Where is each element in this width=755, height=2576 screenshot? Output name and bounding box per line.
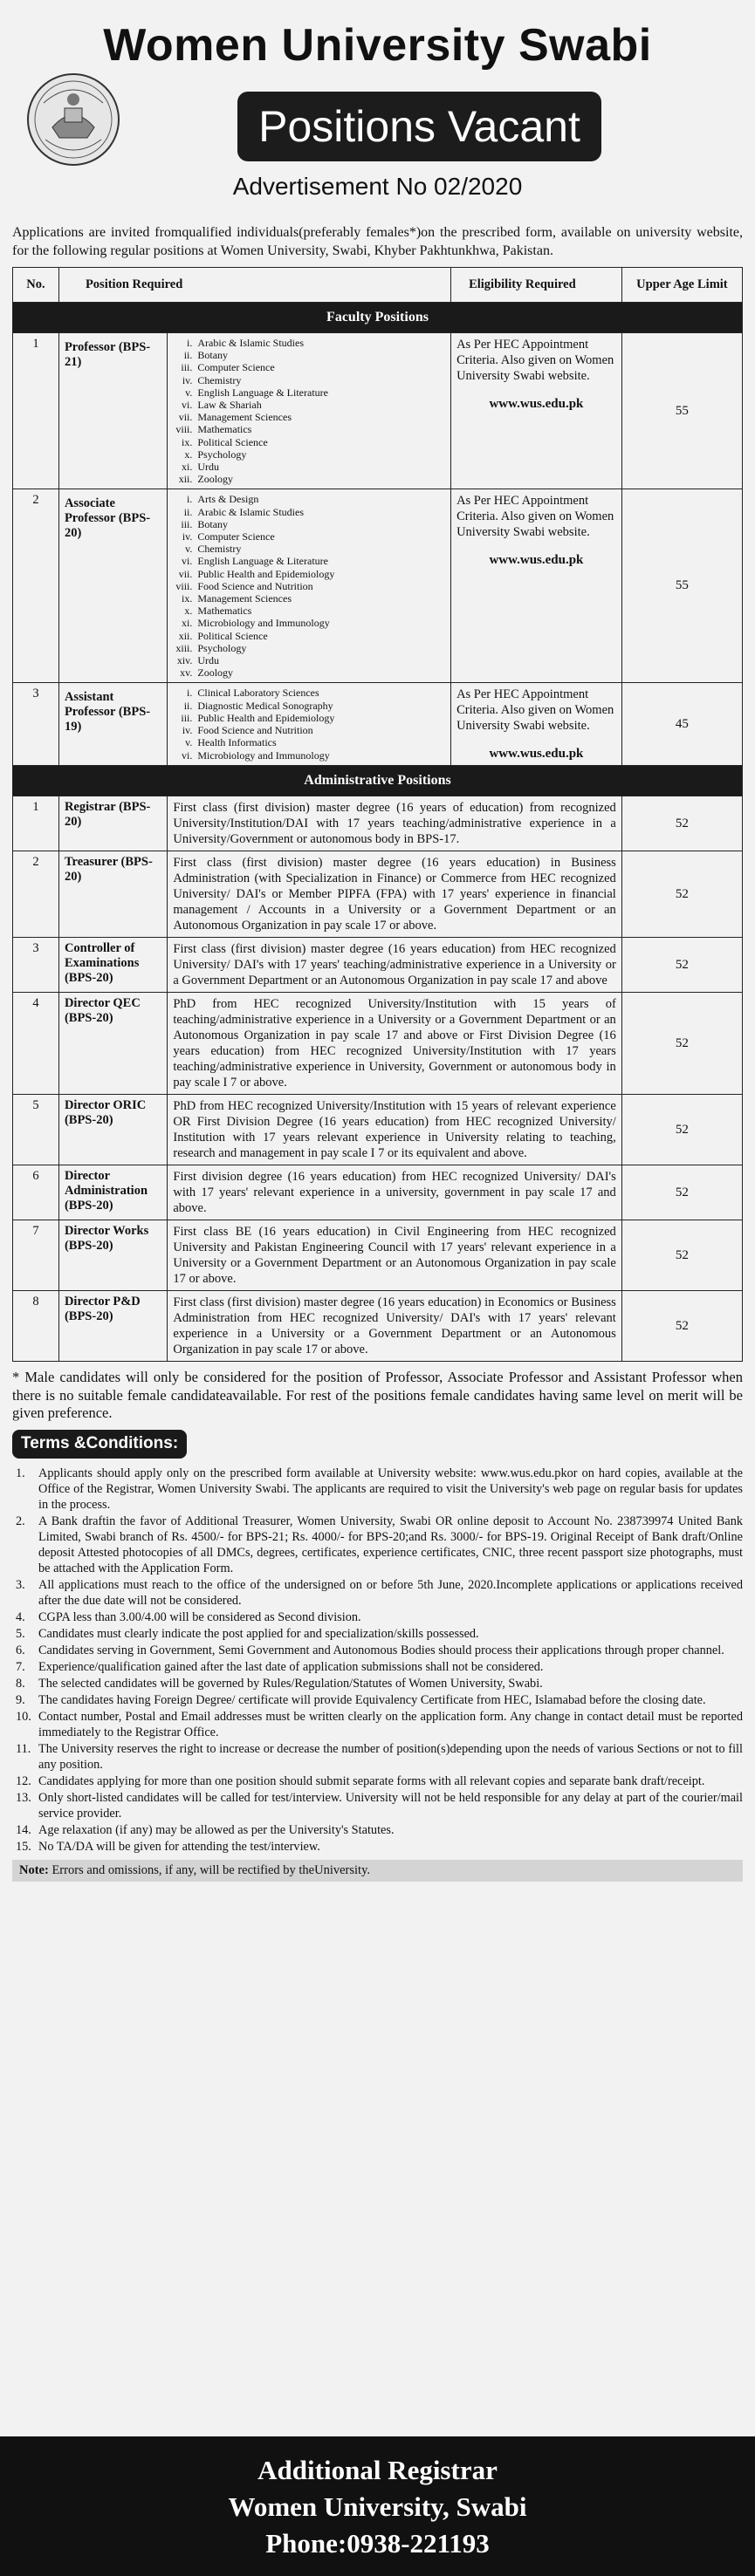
age-limit: 52 [621,1165,742,1220]
subject-name: Computer Science [197,361,275,374]
row-number: 5 [13,1095,59,1165]
subject-numeral: ii. [183,349,193,362]
age-limit: 52 [621,1095,742,1165]
subject-name: Arabic & Islamic Studies [197,337,305,349]
subject-numeral: vii. [178,411,193,424]
subject-name: Arts & Design [197,493,259,506]
note-text: Errors and omissions, if any, will be rectified by theUniversity. [51,1862,371,1877]
header-age: Upper Age Limit [621,268,742,303]
admin-row [13,938,743,993]
hec-criteria: As Per HEC Appointment Criteria. Also given on Women University Swabi website. [456,338,614,383]
subject-numeral: vi. [182,399,193,412]
term-text: Candidates applying for more than one position should submit separate forms with all relevant copies and separate bank draft/receipt. [38,1773,705,1788]
eligibility-text: PhD from HEC recognized University/Institution with 15 years of teaching/administrative experience in a University or a Government Department or an Autonomous Organization in pay scale 17 and above or First Division Degree (16 years education) from HEC recognized University/Institution with 17 years teaching/administrative experience in University, Government or autonomous body in pay scale I 7 or above. [168,993,621,1095]
footer-designation: Additional Registrar [257,2455,498,2485]
subject-item [173,361,445,373]
subject-item [173,736,445,748]
subject-item [173,605,445,617]
eligibility-text: First class (first division) master degree (16 years education) in Economics or Business Administration from HEC recognized University/ DAI's with 17 years' relevant experience in a University or a Government Department or an Autonomous Organization in pay scale 17 or above. [168,1291,621,1362]
subject-numeral: iv. [182,724,193,737]
row-number: 1 [13,333,59,489]
male-candidates-note: * Male candidates will only be considered for the position of Professor, Associate Professor and Assistant Professor when there is no suitable female candidateavailable. For rest of the positions female candidates having same level on merit will be given preference. [12,1369,743,1422]
term-item [12,1577,743,1609]
subject-item [173,506,445,518]
subject-item [173,349,445,361]
term-number: 1. [16,1466,25,1480]
term-number: 10. [16,1709,31,1724]
terms-heading: Terms &Conditions: [12,1430,187,1459]
subject-numeral: viii. [175,423,193,436]
position-title: Controller of Examinations (BPS-20) [58,938,167,993]
admin-heading: Administrative Positions [13,766,743,796]
term-number: 7. [16,1659,25,1674]
subject-name: Urdu [197,461,220,474]
subject-item [173,374,445,386]
term-item [12,1643,743,1658]
subject-numeral: iii. [181,517,193,530]
subject-item [173,436,445,448]
term-item [12,1609,743,1625]
university-title: Women University Swabi [103,20,652,71]
term-number: 9. [16,1692,25,1707]
age-limit: 52 [621,1291,742,1362]
subject-name: Political Science [197,435,268,448]
subject-name: Law & Shariah [197,399,262,412]
subject-numeral: ix. [182,435,193,448]
term-item [12,1773,743,1789]
admin-row [13,796,743,851]
age-limit: 52 [621,1220,742,1291]
term-number: 14. [16,1822,31,1837]
subject-numeral: xi. [182,617,193,630]
subject-item [173,411,445,423]
subjects-cell [168,683,451,766]
term-number: 11. [16,1741,31,1756]
subject-name: Public Health and Epidemiology [197,711,335,724]
subject-item [173,580,445,592]
subject-name: Arabic & Islamic Studies [197,505,305,518]
subject-item [173,617,445,629]
subject-item [173,493,445,505]
term-text: Age relaxation (if any) may be allowed as per the University's Statutes. [38,1822,395,1837]
eligibility-cell [451,333,622,489]
age-limit: 52 [621,851,742,938]
subject-name: Political Science [197,629,268,642]
term-number: 13. [16,1790,31,1805]
subject-name: Botany [197,349,229,362]
subject-name: Botany [197,517,229,530]
positions-table [12,267,743,1362]
subject-name: Psychology [197,641,247,654]
subject-item [173,399,445,411]
term-item [12,1741,743,1773]
subject-numeral: x. [184,448,193,461]
subject-item [173,473,445,485]
row-number: 3 [13,683,59,766]
admin-row [13,1165,743,1220]
term-item [12,1626,743,1642]
term-text: Only short-listed candidates will be called for test/interview. University will not be held responsible for any delay at part of the courier/mail service provider. [38,1790,743,1821]
subject-numeral: iii. [181,711,193,724]
faculty-section-row [13,303,743,333]
admin-row [13,1220,743,1291]
subject-name: Zoology [197,473,234,486]
term-item [12,1692,743,1708]
admin-row [13,851,743,938]
subject-name: Food Science and Nutrition [197,579,313,592]
row-number: 1 [13,796,59,851]
term-number: 12. [16,1773,31,1788]
subject-item [173,712,445,724]
faculty-heading: Faculty Positions [13,303,743,333]
subject-numeral: xiii. [175,641,193,654]
university-logo [26,68,120,171]
terms-list [12,1466,743,1855]
header-no: No. [13,268,59,303]
subject-name: Food Science and Nutrition [197,724,313,737]
eligibility-cell [451,489,622,683]
subject-item [173,666,445,679]
subject-name: Microbiology and Immunology [197,748,330,762]
header-position: Position Required [58,268,450,303]
subject-item [173,386,445,399]
term-item [12,1676,743,1691]
positions-vacant-banner: Positions Vacant [237,92,601,161]
footer-contact [0,2436,755,2576]
faculty-row [13,683,743,766]
intro-paragraph: Applications are invited fromqualified individuals(preferably females*)on the prescribed form, available on university website, for the following regular positions at Women University, Swabi, Khyber Pakhtunkhwa, Pakistan. [12,225,743,258]
subject-name: Diagnostic Medical Sonography [197,699,333,712]
subject-numeral: ix. [182,592,193,605]
subject-item [173,630,445,642]
subject-name: Management Sciences [197,592,292,605]
subject-item [173,700,445,712]
faculty-row [13,333,743,489]
subject-name: Zoology [197,666,234,680]
eligibility-text: First class (first division) master degree (16 years education) from HEC recognized University/ DAI's with 17 years' teaching/administrative experience in a University or a Government Department or an Autonomous Organization in pay scale 17 and above [168,938,621,993]
website-link: www.wus.edu.pk [489,553,584,568]
eligibility-text: First division degree (16 years education) from HEC recognized University/ DAI's with 17 years' relevant experience in a university, government in pay scale 17 and above. [168,1165,621,1220]
age-limit: 52 [621,938,742,993]
term-item [12,1659,743,1675]
subject-name: Chemistry [197,373,242,386]
term-text: CGPA less than 3.00/4.00 will be considered as Second division. [38,1609,361,1624]
subject-item [173,423,445,435]
subject-numeral: vii. [178,567,193,580]
term-number: 15. [16,1839,31,1854]
note-label: Note: [19,1862,49,1877]
subject-numeral: v. [185,386,193,399]
term-text: The selected candidates will be governed by Rules/Regulation/Statutes of Women University, Swabi. [38,1676,543,1691]
subjects-cell [168,489,451,683]
row-number: 6 [13,1165,59,1220]
term-item [12,1822,743,1838]
term-number: 5. [16,1626,25,1641]
position-title: Registrar (BPS-20) [58,796,167,851]
term-item [12,1839,743,1855]
errors-note [12,1860,743,1882]
subject-name: Psychology [197,448,247,461]
position-title: Assistant Professor (BPS-19) [58,683,167,766]
faculty-row [13,489,743,683]
hec-criteria: As Per HEC Appointment Criteria. Also given on Women University Swabi website. [456,687,614,734]
subjects-cell [168,333,451,489]
website-link: www.wus.edu.pk [489,397,584,411]
subject-numeral: ii. [183,505,193,518]
hec-criteria: As Per HEC Appointment Criteria. Also given on Women University Swabi website. [456,494,614,540]
table-header-row [13,268,743,303]
subject-item [173,592,445,605]
row-number: 2 [13,851,59,938]
term-text: Applicants should apply only on the prescribed form available at University website: www.wus.edu.pkor on hard copies, available at the Office of the Registrar, Women University Swabi. The applicants are required to visit the University's web page on regular basis for updates in the process. [38,1466,743,1512]
eligibility-cell [451,683,622,766]
subject-list [173,493,445,679]
subject-item [173,530,445,543]
term-item [12,1513,743,1576]
subject-name: Clinical Laboratory Sciences [197,687,319,700]
subject-name: Urdu [197,654,220,667]
subject-numeral: iv. [182,530,193,543]
admin-row [13,993,743,1095]
subject-numeral: xiv. [176,654,193,667]
footer-phone: Phone:0938-221193 [265,2528,490,2559]
subject-numeral: i. [187,687,193,700]
footer-institution: Women University, Swabi [228,2491,527,2522]
website-link: www.wus.edu.pk [489,747,584,762]
subject-name: Health Informatics [197,736,277,749]
subject-item [173,543,445,555]
subject-name: Mathematics [197,605,252,618]
subject-item [173,642,445,654]
subject-numeral: xii. [178,629,193,642]
position-title: Treasurer (BPS-20) [58,851,167,938]
term-text: Candidates serving in Government, Semi Government and Autonomous Bodies should process their applications through proper channel. [38,1643,724,1657]
subject-name: Microbiology and Immunology [197,617,330,630]
subject-numeral: xv. [180,666,193,680]
term-item [12,1790,743,1821]
subject-numeral: x. [184,605,193,618]
age-limit: 55 [621,333,742,489]
subject-numeral: iv. [182,373,193,386]
subject-item [173,724,445,736]
term-text: The candidates having Foreign Degree/ certificate will provide Equivalency Certificate from HEC, Islamabad before the closing date. [38,1692,706,1707]
subject-item [173,555,445,567]
eligibility-text: First class (first division) master degree (16 years education) in Business Administration (with Specialization in Finance) or Commerce from HEC recognized University/ DAI's or Member PIPFA (FPA) with 17 years' experience in financial management / Accounts in a University or a Government Department or an Autonomous Organization in pay scale 17 or above. [168,851,621,938]
subject-numeral: v. [185,736,193,749]
term-item [12,1709,743,1740]
subject-item [173,687,445,699]
row-number: 2 [13,489,59,683]
subject-item [173,461,445,473]
subject-numeral: vi. [182,748,193,762]
term-number: 4. [16,1609,25,1624]
subject-numeral: v. [185,543,193,556]
subject-numeral: xii. [178,473,193,486]
subject-item [173,568,445,580]
term-text: Contact number, Postal and Email addresses must be written clearly on the application form. Any change in contact detail must be reported immediately to the Registrar Office. [38,1709,743,1739]
row-number: 7 [13,1220,59,1291]
position-title: Professor (BPS-21) [58,333,167,489]
subject-numeral: iii. [181,361,193,374]
position-title: Director Works (BPS-20) [58,1220,167,1291]
subject-item [173,518,445,530]
eligibility-text: First class BE (16 years education) in Civil Engineering from HEC recognized University and Pakistan Engineering Council with 17 years' relevant experience in a University or a Government Department or an Autonomous Organization in pay scale 17 or above. [168,1220,621,1291]
position-title: Director P&D (BPS-20) [58,1291,167,1362]
age-limit: 52 [621,796,742,851]
eligibility-text: First class (first division) master degree (16 years of education) from recognized University/Institution/DAI with 17 years teaching/administrative experience in a University/Government or autonomous body in BPS-17. [168,796,621,851]
subject-numeral: vi. [182,555,193,568]
subject-item [173,448,445,461]
subject-item [173,337,445,349]
admin-row [13,1095,743,1165]
subject-list [173,687,445,761]
header-eligibility: Eligibility Required [451,268,622,303]
subject-numeral: viii. [175,579,193,592]
row-number: 4 [13,993,59,1095]
age-limit: 45 [621,683,742,766]
term-text: A Bank draftin the favor of Additional Treasurer, Women University, Swabi OR online deposit to Account No. 238739974 United Bank Limited, Swabi branch of Rs. 4500/- for BPS-21; Rs. 4000/- for BPS-20;and Rs. 3000/- for BPS-19. Original Receipt of Bank draft/Online deposit Attested photocopies of all DMCs, degrees, certificates, experience certificates, CNIC, three recent passport size photographs, must be attached with the Application Form. [38,1513,743,1575]
term-text: Experience/qualification gained after the last date of application submissions shall not be considered. [38,1659,544,1674]
subject-name: English Language & Literature [197,386,328,399]
term-item [12,1466,743,1513]
row-number: 3 [13,938,59,993]
subject-numeral: ii. [183,699,193,712]
eligibility-text: PhD from HEC recognized University/Institution with 15 years of relevant experience OR First Division Degree (16 years education) from HEC recognized University/ Institution with 17 years relevant experience in University relating to teaching, research and management in pay scale I 7 or its equivalent and above. [168,1095,621,1165]
term-text: No TA/DA will be given for attending the test/interview. [38,1839,320,1854]
row-number: 8 [13,1291,59,1362]
subject-numeral: xi. [182,461,193,474]
term-number: 2. [16,1513,25,1528]
subject-name: Mathematics [197,423,252,436]
age-limit: 55 [621,489,742,683]
term-number: 6. [16,1643,25,1657]
subject-item [173,654,445,666]
term-number: 8. [16,1676,25,1691]
subject-item [173,749,445,762]
advertisement-number: Advertisement No 02/2020 [232,173,523,200]
position-title: Associate Professor (BPS-20) [58,489,167,683]
term-text: All applications must reach to the office of the undersigned on or before 5th June, 2020.Incomplete applications or applications received after the due date will not be considered. [38,1577,743,1608]
subject-list [173,337,445,485]
subject-numeral: i. [187,493,193,506]
subject-name: Management Sciences [197,411,292,424]
position-title: Director QEC (BPS-20) [58,993,167,1095]
term-text: The University reserves the right to increase or decrease the number of position(s)depending upon the needs of various Sections or not to fill any position. [38,1741,743,1772]
subject-name: Chemistry [197,543,242,556]
subject-numeral: i. [187,337,193,349]
admin-section-row [13,766,743,796]
subject-name: Computer Science [197,530,275,543]
term-number: 3. [16,1577,25,1592]
header [12,0,743,218]
subject-name: Public Health and Epidemiology [197,567,335,580]
admin-row [13,1291,743,1362]
position-title: Director ORIC (BPS-20) [58,1095,167,1165]
subject-name: English Language & Literature [197,555,328,568]
position-title: Director Administration (BPS-20) [58,1165,167,1220]
age-limit: 52 [621,993,742,1095]
term-text: Candidates must clearly indicate the post applied for and specialization/skills possessed. [38,1626,479,1641]
